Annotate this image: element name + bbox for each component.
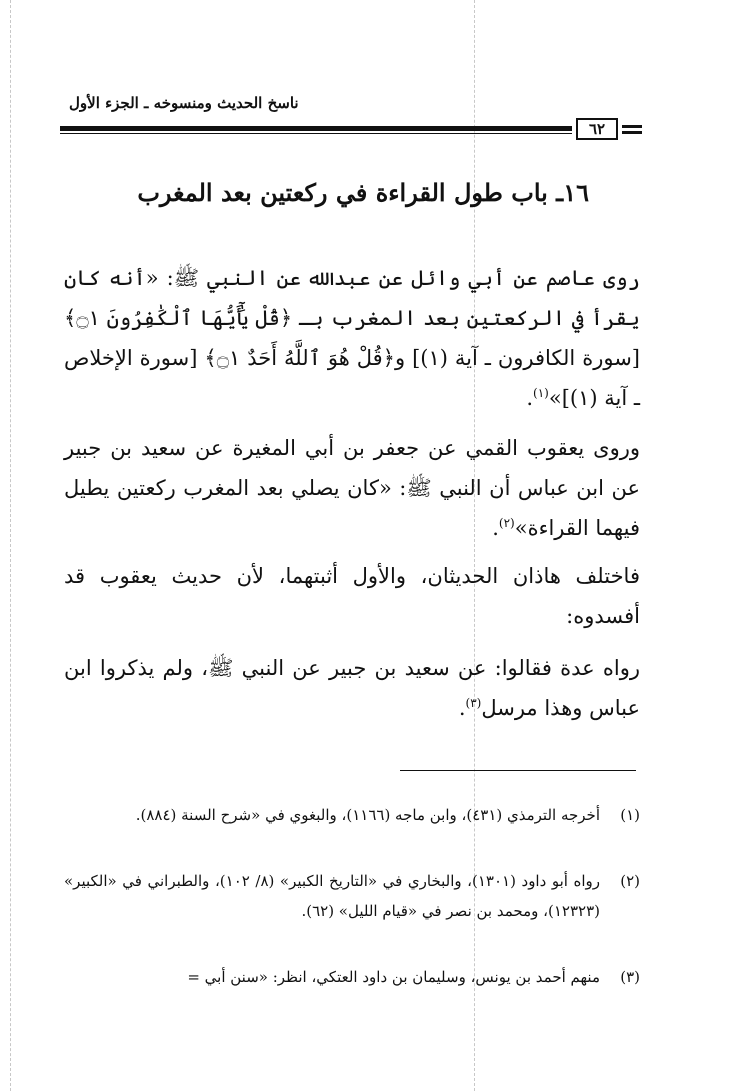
footnote-number: (١) (620, 806, 640, 824)
paragraph-text: روى عاصم عن أبي وائل عن عبدالله عن النبي ﷺ: «أنه كان يقرأ في الركعتين بعد المغرب بـ ﴿قُلْ يَٰٓأَيُّهَا ٱلْكَٰفِرُونَ ۝١﴾ [سورة الكافرون ـ آية (١)] و﴿قُلْ هُوَ ٱللَّهُ أَحَدٌ ۝١﴾ [سورة الإخلاص ـ آية (١)]» (64, 266, 640, 410)
footnote-2 (64, 866, 640, 926)
footnote-ref: (٣) (465, 696, 482, 710)
footnote-text: منهم أحمد بن يونس، وسليمان بن داود العتكي، انظر: «سنن أبي = (187, 968, 600, 986)
footnote-text: رواه أبو داود (١٣٠١)، والبخاري في «التاريخ الكبير» (٨/ ١٠٢)، والطبراني في «الكبير» (١٢٣٢٣)، ومحمد بن نصر في «قيام الليل» (٦٢). (64, 872, 600, 920)
section-heading: ١٦ـ باب طول القراءة في ركعتين بعد المغرب (137, 178, 589, 207)
page-number-ornament (622, 125, 642, 137)
footnote-number: (٢) (620, 872, 640, 890)
header-rule-thick (60, 126, 572, 131)
paragraph-3 (64, 556, 640, 636)
paragraph-text: رواه عدة فقالوا: عن سعيد بن جبير عن النبي ﷺ، ولم يذكروا ابن عباس وهذا مرسل (64, 656, 640, 720)
footnote-ref: (١) (533, 386, 549, 400)
running-header-title: ناسخ الحديث ومنسوخه ـ الجزء الأول (69, 94, 299, 112)
footnote-number: (٣) (620, 968, 640, 986)
paragraph-text: فاختلف هاذان الحديثان، والأول أثبتهما، لأن حديث يعقوب قد أفسدوه: (64, 564, 640, 628)
header-rule-thin (60, 133, 572, 134)
header-rule (60, 118, 640, 140)
paragraph-2 (64, 428, 640, 548)
footnote-separator (400, 770, 636, 771)
paragraph-tail: . (458, 696, 466, 720)
paragraph-1 (64, 258, 640, 418)
footnote-ref: (٢) (498, 516, 515, 530)
footnote-text: أخرجه الترمذي (٤٣١)، وابن ماجه (١١٦٦)، والبغوي في «شرح السنة (٨٨٤). (135, 806, 600, 824)
paragraph-tail: . (526, 386, 534, 410)
paragraph-tail: . (492, 516, 499, 540)
page-number: ٦٢ (576, 118, 618, 140)
paragraph-text: وروى يعقوب القمي عن جعفر بن أبي المغيرة عن سعيد بن جبير عن ابن عباس أن النبي ﷺ: «كان يصلي بعد المغرب ركعتين يطيل فيهما القراءة» (64, 436, 640, 540)
scan-edge-line (10, 0, 11, 1091)
footnote-3 (64, 962, 640, 992)
footnote-1 (64, 800, 640, 830)
paragraph-4 (64, 648, 640, 728)
